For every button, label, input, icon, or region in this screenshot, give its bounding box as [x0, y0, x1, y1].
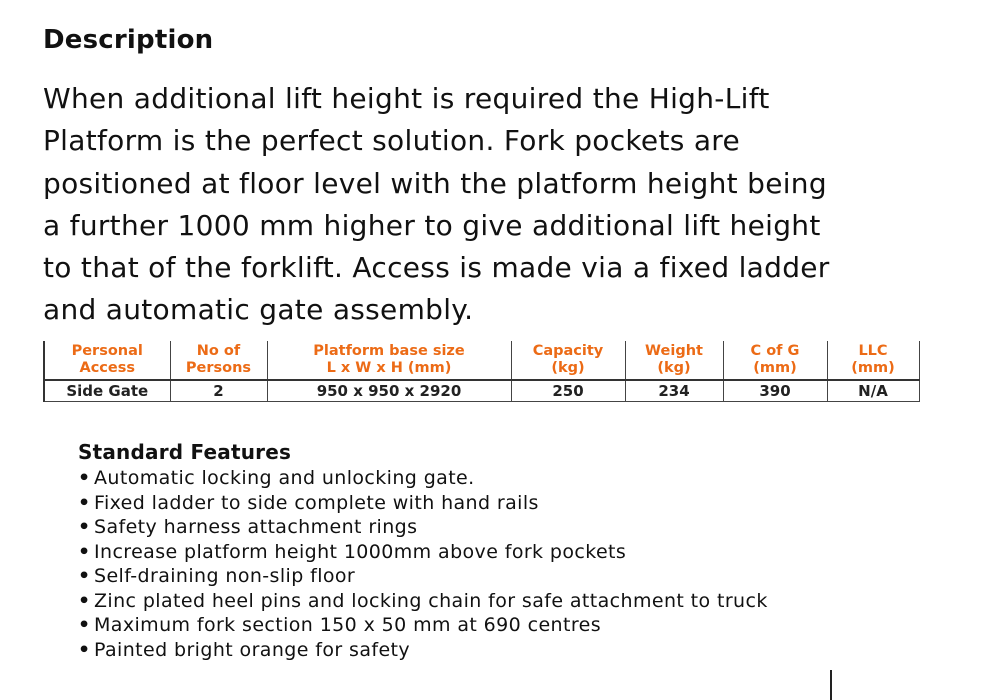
description-heading: Description [43, 25, 214, 55]
bullet-icon: • [78, 614, 91, 636]
header-platform-base-size: Platform base size L x W x H (mm) [267, 341, 511, 380]
feature-text: Painted bright orange for safety [94, 638, 411, 661]
standard-features-title: Standard Features [78, 440, 292, 464]
list-item [78, 466, 878, 491]
cell-personal-access: Side Gate [44, 380, 170, 402]
header-capacity: Capacity (kg) [511, 341, 625, 380]
standard-features-section [78, 440, 878, 662]
bullet-icon: • [78, 516, 91, 538]
feature-text: Fixed ladder to side complete with hand rails [94, 491, 539, 514]
description-line: Platform is the perfect solution. Fork pockets are [43, 124, 741, 158]
bullet-icon: • [78, 540, 91, 563]
list-item [78, 589, 834, 614]
header-llc: LLC (mm) [827, 341, 919, 380]
bullet-icon: • [78, 491, 91, 514]
list-item [78, 540, 878, 565]
bullet-icon: • [78, 638, 91, 661]
description-line: to that of the forklift. Access is made via a fixed ladder [43, 251, 830, 285]
feature-text: Self-draining non-slip floor [94, 565, 356, 587]
list-item [78, 491, 878, 516]
feature-text: Increase platform height 1000mm above fork pockets [94, 540, 627, 563]
feature-text: Safety harness attachment rings [94, 516, 418, 538]
bullet-icon: • [78, 589, 91, 612]
cell-llc: N/A [827, 380, 919, 402]
specifications-table [43, 341, 920, 402]
list-item [78, 613, 878, 638]
feature-text: Automatic locking and unlocking gate. [94, 467, 475, 489]
feature-text: Zinc plated heel pins and locking chain for safe attachment to truck [94, 589, 768, 612]
description-line: positioned at floor level with the platform height being [43, 166, 827, 200]
list-item [78, 564, 878, 589]
bullet-icon: • [78, 467, 91, 489]
header-no-of-persons: No of Persons [170, 341, 267, 380]
bullet-icon: • [78, 565, 91, 587]
description-paragraph [43, 78, 943, 332]
cell-platform-base-size: 950 x 950 x 2920 [267, 380, 511, 402]
description-line: and automatic gate assembly. [43, 293, 474, 327]
table-header-row [44, 341, 919, 380]
description-line: When additional lift height is required the High-Lift [43, 82, 770, 115]
cell-no-of-persons: 2 [170, 380, 267, 402]
header-weight: Weight (kg) [625, 341, 723, 380]
header-c-of-g: C of G (mm) [723, 341, 827, 380]
cell-capacity: 250 [511, 380, 625, 402]
list-item [78, 515, 878, 540]
vertical-divider [830, 670, 832, 700]
feature-text: Maximum fork section 150 x 50 mm at 690 centres [94, 614, 602, 636]
list-item [78, 638, 878, 663]
cell-c-of-g: 390 [723, 380, 827, 402]
features-list [78, 466, 878, 662]
table-row [44, 380, 919, 402]
description-line: a further 1000 mm higher to give additional lift height [43, 208, 821, 242]
cell-weight: 234 [625, 380, 723, 402]
header-personal-access: Personal Access [44, 341, 170, 380]
